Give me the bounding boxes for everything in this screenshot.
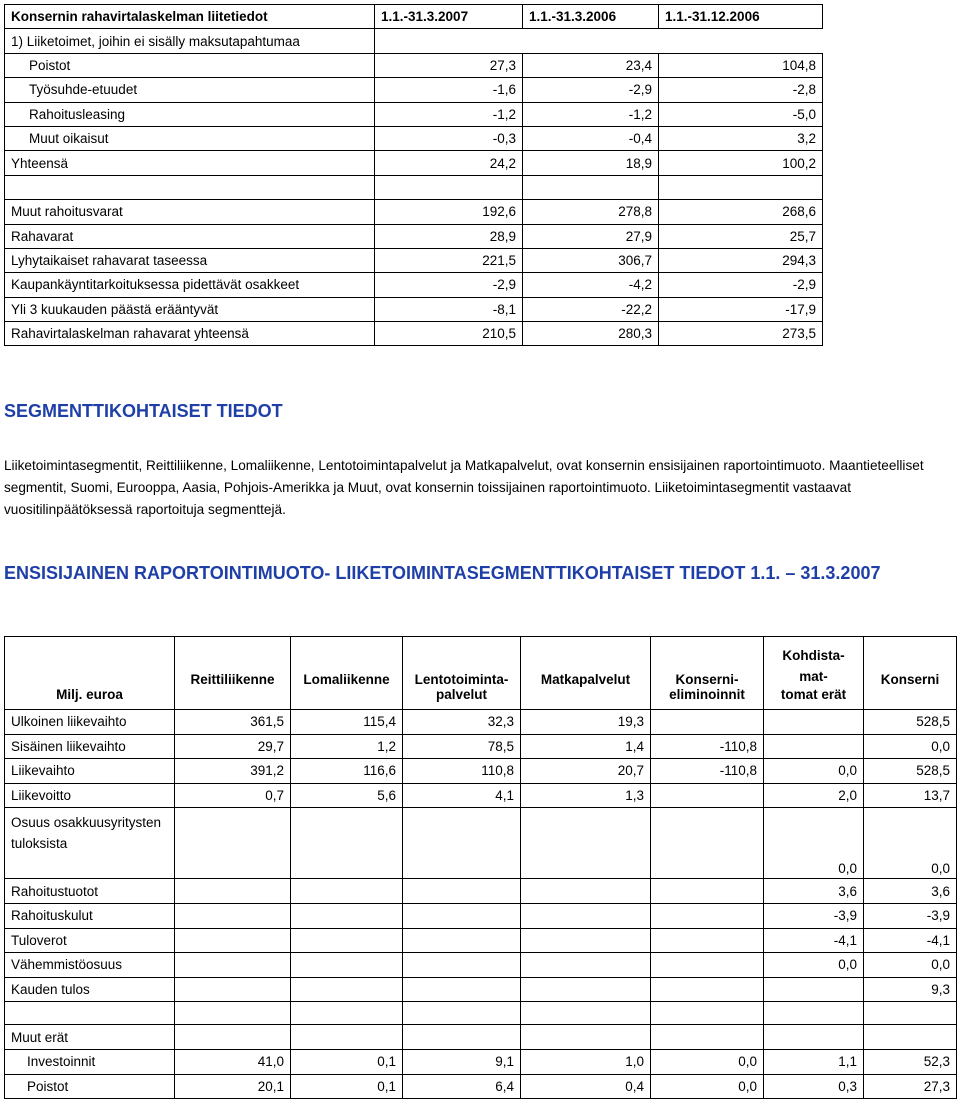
row-value: 391,2 <box>175 759 291 784</box>
row-value <box>291 879 403 904</box>
row-label: Rahoituskulut <box>5 903 175 928</box>
cashflow-section-empty <box>375 29 823 53</box>
row-value: 32,3 <box>403 710 521 735</box>
row-value: 0,1 <box>291 1074 403 1099</box>
row-value: 273,5 <box>659 322 823 346</box>
row-value: 528,5 <box>864 710 957 735</box>
row-value <box>403 879 521 904</box>
row-label <box>5 1002 175 1025</box>
row-value: 19,3 <box>521 710 651 735</box>
row-value <box>291 808 403 879</box>
row-value <box>651 1002 764 1025</box>
row-value: 13,7 <box>864 783 957 808</box>
row-value <box>521 928 651 953</box>
table-row <box>5 1025 957 1050</box>
table-row <box>5 734 957 759</box>
blank-cell <box>5 175 375 199</box>
row-value: -0,3 <box>375 126 523 150</box>
row-value <box>764 1025 864 1050</box>
table-row <box>5 224 823 248</box>
row-value: -3,9 <box>864 903 957 928</box>
row-value: -1,2 <box>523 102 659 126</box>
row-value: 20,1 <box>175 1074 291 1099</box>
table-row <box>5 953 957 978</box>
row-value: 1,1 <box>764 1049 864 1074</box>
segment-header-cell: tomat erät <box>764 687 864 710</box>
row-value <box>764 1002 864 1025</box>
row-value: 3,2 <box>659 126 823 150</box>
segment-header-cell: Konserni <box>864 637 957 688</box>
cashflow-notes-table <box>4 4 823 346</box>
row-value: 5,6 <box>291 783 403 808</box>
row-value: 110,8 <box>403 759 521 784</box>
table-row <box>5 977 957 1002</box>
row-value: 20,7 <box>521 759 651 784</box>
segment-header-cell <box>291 687 403 710</box>
row-value: 2,0 <box>764 783 864 808</box>
row-value: 280,3 <box>523 322 659 346</box>
row-value <box>764 734 864 759</box>
row-value: 0,1 <box>291 1049 403 1074</box>
row-value <box>521 1025 651 1050</box>
row-value <box>651 977 764 1002</box>
row-value <box>521 808 651 879</box>
row-value: -3,9 <box>764 903 864 928</box>
row-value: 268,6 <box>659 200 823 224</box>
row-value: 0,0 <box>864 953 957 978</box>
row-label: Lyhytaikaiset rahavarat taseessa <box>5 248 375 272</box>
row-value: 221,5 <box>375 248 523 272</box>
row-value: 41,0 <box>175 1049 291 1074</box>
row-value <box>291 903 403 928</box>
row-value <box>864 1002 957 1025</box>
row-value: -4,1 <box>864 928 957 953</box>
row-value: 306,7 <box>523 248 659 272</box>
row-label: Osuus osakkuusyritysten tuloksista <box>5 808 175 879</box>
row-value <box>521 977 651 1002</box>
row-value: 29,7 <box>175 734 291 759</box>
table-row <box>5 151 823 175</box>
row-value: -4,1 <box>764 928 864 953</box>
row-value: 25,7 <box>659 224 823 248</box>
row-label: Muut rahoitusvarat <box>5 200 375 224</box>
row-value <box>175 903 291 928</box>
row-value: -1,6 <box>375 78 523 102</box>
row-label: Muut erät <box>5 1025 175 1050</box>
cashflow-section-row <box>5 29 823 53</box>
row-value: 3,6 <box>864 879 957 904</box>
row-value: -110,8 <box>651 759 764 784</box>
row-value: 0,0 <box>764 953 864 978</box>
row-value: 361,5 <box>175 710 291 735</box>
table-row <box>5 1074 957 1099</box>
row-value: -2,9 <box>523 78 659 102</box>
table-row <box>5 879 957 904</box>
row-value <box>651 953 764 978</box>
table-row <box>5 248 823 272</box>
row-value: 9,3 <box>864 977 957 1002</box>
row-value: 0,0 <box>651 1074 764 1099</box>
cashflow-header-cell: Konsernin rahavirtalaskelman liitetiedot <box>5 5 375 29</box>
row-value: 78,5 <box>403 734 521 759</box>
table-row <box>5 928 957 953</box>
row-value: -4,2 <box>523 273 659 297</box>
row-value: 0,0 <box>651 1049 764 1074</box>
row-value: 1,4 <box>521 734 651 759</box>
primary-reporting-title: ENSISIJAINEN RAPORTOINTIMUOTO- LIIKETOIMINTASEGMENTTIKOHTAISET TIEDOT 1.1. – 31.3.2007 <box>4 563 881 583</box>
row-value: 1,3 <box>521 783 651 808</box>
row-label: Ulkoinen liikevaihto <box>5 710 175 735</box>
row-value <box>291 977 403 1002</box>
row-value <box>651 928 764 953</box>
row-label: Yli 3 kuukauden päästä erääntyvät <box>5 297 375 321</box>
row-value: 278,8 <box>523 200 659 224</box>
row-value <box>651 710 764 735</box>
row-value: 3,6 <box>764 879 864 904</box>
table-row <box>5 710 957 735</box>
cashflow-header-cell: 1.1.-31.3.2007 <box>375 5 523 29</box>
row-value: 528,5 <box>864 759 957 784</box>
table-row <box>5 783 957 808</box>
row-value: -17,9 <box>659 297 823 321</box>
row-value: 104,8 <box>659 53 823 77</box>
table-row <box>5 200 823 224</box>
row-value: -0,4 <box>523 126 659 150</box>
segment-header-cell <box>175 687 291 710</box>
row-value <box>403 928 521 953</box>
row-value: 1,2 <box>291 734 403 759</box>
row-label: Rahavarat <box>5 224 375 248</box>
row-value <box>291 953 403 978</box>
row-value: 0,0 <box>864 734 957 759</box>
unit-label: Milj. euroa <box>5 687 175 710</box>
blank-cell <box>659 175 823 199</box>
row-value <box>651 783 764 808</box>
row-label: Liikevoitto <box>5 783 175 808</box>
cashflow-header-cell: 1.1.-31.3.2006 <box>523 5 659 29</box>
row-value: 210,5 <box>375 322 523 346</box>
row-label: Kaupankäyntitarkoituksessa pidettävät osakkeet <box>5 273 375 297</box>
blank-cell <box>523 175 659 199</box>
table-row <box>5 322 823 346</box>
segment-paragraph: Liiketoimintasegmentit, Reittiliikenne, Lomaliikenne, Lentotoimintapalvelut ja Matkapalvelut, ovat konsernin ensisijainen raportointimuoto. Maantieteelliset segmentit, Suomi, Eurooppa, Aasia, Pohjois-Amerikka ja Muut, ovat konsernin toissijainen raportointimuoto. Liiketoimintasegmentit vastaavat vuositilinpäätöksessä raportoituja segmenttejä. <box>4 458 924 517</box>
segment-header-cell: Kohdista- mat- <box>764 637 864 688</box>
row-value: 100,2 <box>659 151 823 175</box>
row-value: 0,0 <box>764 808 864 879</box>
segment-title: SEGMENTTIKOHTAISET TIEDOT <box>4 401 283 421</box>
row-value <box>175 808 291 879</box>
table-row <box>5 808 957 879</box>
row-label: Rahoitusleasing <box>5 102 375 126</box>
segment-header-cell: eliminoinnit <box>651 687 764 710</box>
row-label: Yhteensä <box>5 151 375 175</box>
row-value <box>175 953 291 978</box>
header-blank <box>5 637 175 688</box>
row-value <box>175 1002 291 1025</box>
row-value: 28,9 <box>375 224 523 248</box>
row-value <box>864 1025 957 1050</box>
row-value: 52,3 <box>864 1049 957 1074</box>
table-row <box>5 759 957 784</box>
row-label: Rahavirtalaskelman rahavarat yhteensä <box>5 322 375 346</box>
row-value <box>291 1025 403 1050</box>
segment-header-cell: Reittiliikenne <box>175 637 291 688</box>
row-value: 0,7 <box>175 783 291 808</box>
row-value <box>403 953 521 978</box>
row-value: 0,0 <box>764 759 864 784</box>
row-value <box>521 953 651 978</box>
row-label: Vähemmistöosuus <box>5 953 175 978</box>
cashflow-header-cell: 1.1.-31.12.2006 <box>659 5 823 29</box>
segment-header-row-top <box>5 637 957 688</box>
row-value: 6,4 <box>403 1074 521 1099</box>
row-value <box>651 1025 764 1050</box>
row-value: 116,6 <box>291 759 403 784</box>
row-label: Investoinnit <box>5 1049 175 1074</box>
row-value: 23,4 <box>523 53 659 77</box>
row-value <box>403 1025 521 1050</box>
row-label: Kauden tulos <box>5 977 175 1002</box>
segment-header-row-bottom <box>5 687 957 710</box>
row-value <box>764 977 864 1002</box>
row-value <box>403 1002 521 1025</box>
row-label: Liikevaihto <box>5 759 175 784</box>
row-value <box>651 879 764 904</box>
table-row <box>5 102 823 126</box>
row-value: -110,8 <box>651 734 764 759</box>
row-value <box>175 977 291 1002</box>
table-row <box>5 273 823 297</box>
row-value <box>175 879 291 904</box>
table-row <box>5 53 823 77</box>
segment-header-cell: palvelut <box>403 687 521 710</box>
row-value: 27,3 <box>375 53 523 77</box>
row-value: 0,4 <box>521 1074 651 1099</box>
row-value: -8,1 <box>375 297 523 321</box>
row-value: 1,0 <box>521 1049 651 1074</box>
row-value: -5,0 <box>659 102 823 126</box>
row-label: Poistot <box>5 53 375 77</box>
row-value: -2,9 <box>659 273 823 297</box>
row-value: -2,9 <box>375 273 523 297</box>
table-row <box>5 78 823 102</box>
segment-header-cell: Matkapalvelut <box>521 637 651 688</box>
row-value: 27,3 <box>864 1074 957 1099</box>
row-value: -1,2 <box>375 102 523 126</box>
row-value <box>291 1002 403 1025</box>
cashflow-header-row <box>5 5 823 29</box>
segment-table <box>4 636 957 1099</box>
table-row <box>5 1049 957 1074</box>
cashflow-section-label: 1) Liiketoimet, joihin ei sisälly maksutapahtumaa <box>5 29 375 53</box>
row-value <box>403 903 521 928</box>
row-value: 294,3 <box>659 248 823 272</box>
segment-header-cell: Konserni- <box>651 637 764 688</box>
row-value: 18,9 <box>523 151 659 175</box>
row-value <box>403 977 521 1002</box>
blank-cell <box>375 175 523 199</box>
row-value: 0,0 <box>864 808 957 879</box>
row-value: 4,1 <box>403 783 521 808</box>
document-page <box>4 4 956 1094</box>
row-value: 24,2 <box>375 151 523 175</box>
segment-header-cell <box>521 687 651 710</box>
row-value: 27,9 <box>523 224 659 248</box>
row-value <box>521 903 651 928</box>
row-value: 0,3 <box>764 1074 864 1099</box>
blank-row <box>5 175 823 199</box>
row-label: Rahoitustuotot <box>5 879 175 904</box>
segment-header-cell: Lentotoiminta- <box>403 637 521 688</box>
table-row <box>5 126 823 150</box>
row-label: Sisäinen liikevaihto <box>5 734 175 759</box>
segment-header-cell <box>864 687 957 710</box>
row-value <box>521 1002 651 1025</box>
row-label: Muut oikaisut <box>5 126 375 150</box>
row-label: Työsuhde-etuudet <box>5 78 375 102</box>
row-value: 192,6 <box>375 200 523 224</box>
row-value <box>651 808 764 879</box>
row-label: Tuloverot <box>5 928 175 953</box>
row-value <box>175 928 291 953</box>
row-value <box>175 1025 291 1050</box>
row-value: -2,8 <box>659 78 823 102</box>
blank-row <box>5 1002 957 1025</box>
row-label: Poistot <box>5 1074 175 1099</box>
row-value: -22,2 <box>523 297 659 321</box>
row-value <box>764 710 864 735</box>
segment-header-cell: Lomaliikenne <box>291 637 403 688</box>
row-value: 115,4 <box>291 710 403 735</box>
row-value <box>291 928 403 953</box>
row-value <box>521 879 651 904</box>
table-row <box>5 903 957 928</box>
row-value <box>403 808 521 879</box>
row-value <box>651 903 764 928</box>
table-row <box>5 297 823 321</box>
row-value: 9,1 <box>403 1049 521 1074</box>
